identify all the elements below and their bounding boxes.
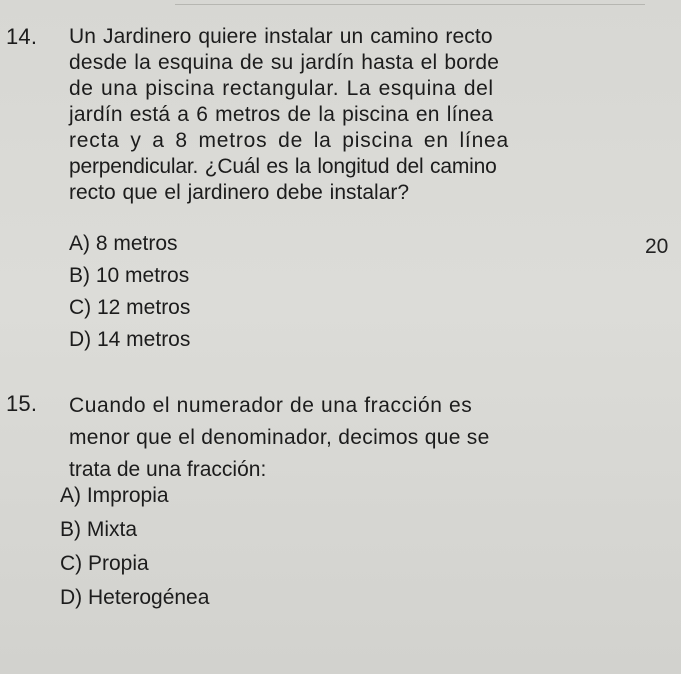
question-15-number: 15. [6,391,38,416]
question-15-option-d[interactable]: D) Heterogénea [60,586,210,609]
question-15-option-a[interactable]: A) Impropia [60,484,169,507]
question-14-option-b[interactable]: B) 10 metros [69,264,190,287]
question-14-line-2: desde la esquina de su jardín hasta el borde [69,51,500,74]
top-divider [175,4,645,5]
question-14-line-4: jardín está a 6 metros de la piscina en línea [69,103,494,126]
question-14-option-d[interactable]: D) 14 metros [69,328,191,351]
question-15-line-1: Cuando el numerador de una fracción es [69,394,473,417]
question-15-option-b[interactable]: B) Mixta [60,518,138,541]
question-14-line-6: perpendicular. ¿Cuál es la longitud del camino [69,155,497,178]
question-15-text [69,390,490,486]
question-14-option-c[interactable]: C) 12 metros [69,296,191,319]
question-14-number: 14. [6,24,38,49]
side-note: 20 [645,235,669,258]
question-14-text [69,24,509,206]
question-14-option-a[interactable]: A) 8 metros [69,232,178,255]
question-15-line-3: trata de una fracción: [69,458,267,481]
question-14-line-5: recta y a 8 metros de la piscina en línea [69,129,510,152]
question-14-line-7: recto que el jardinero debe instalar? [69,181,410,204]
question-14-line-3: de una piscina rectangular. La esquina del [69,77,494,100]
question-14-line-1: Un Jardinero quiere instalar un camino recto [69,25,493,48]
question-15-line-2: menor que el denominador, decimos que se [69,426,490,449]
question-15-option-c[interactable]: C) Propia [60,552,149,575]
